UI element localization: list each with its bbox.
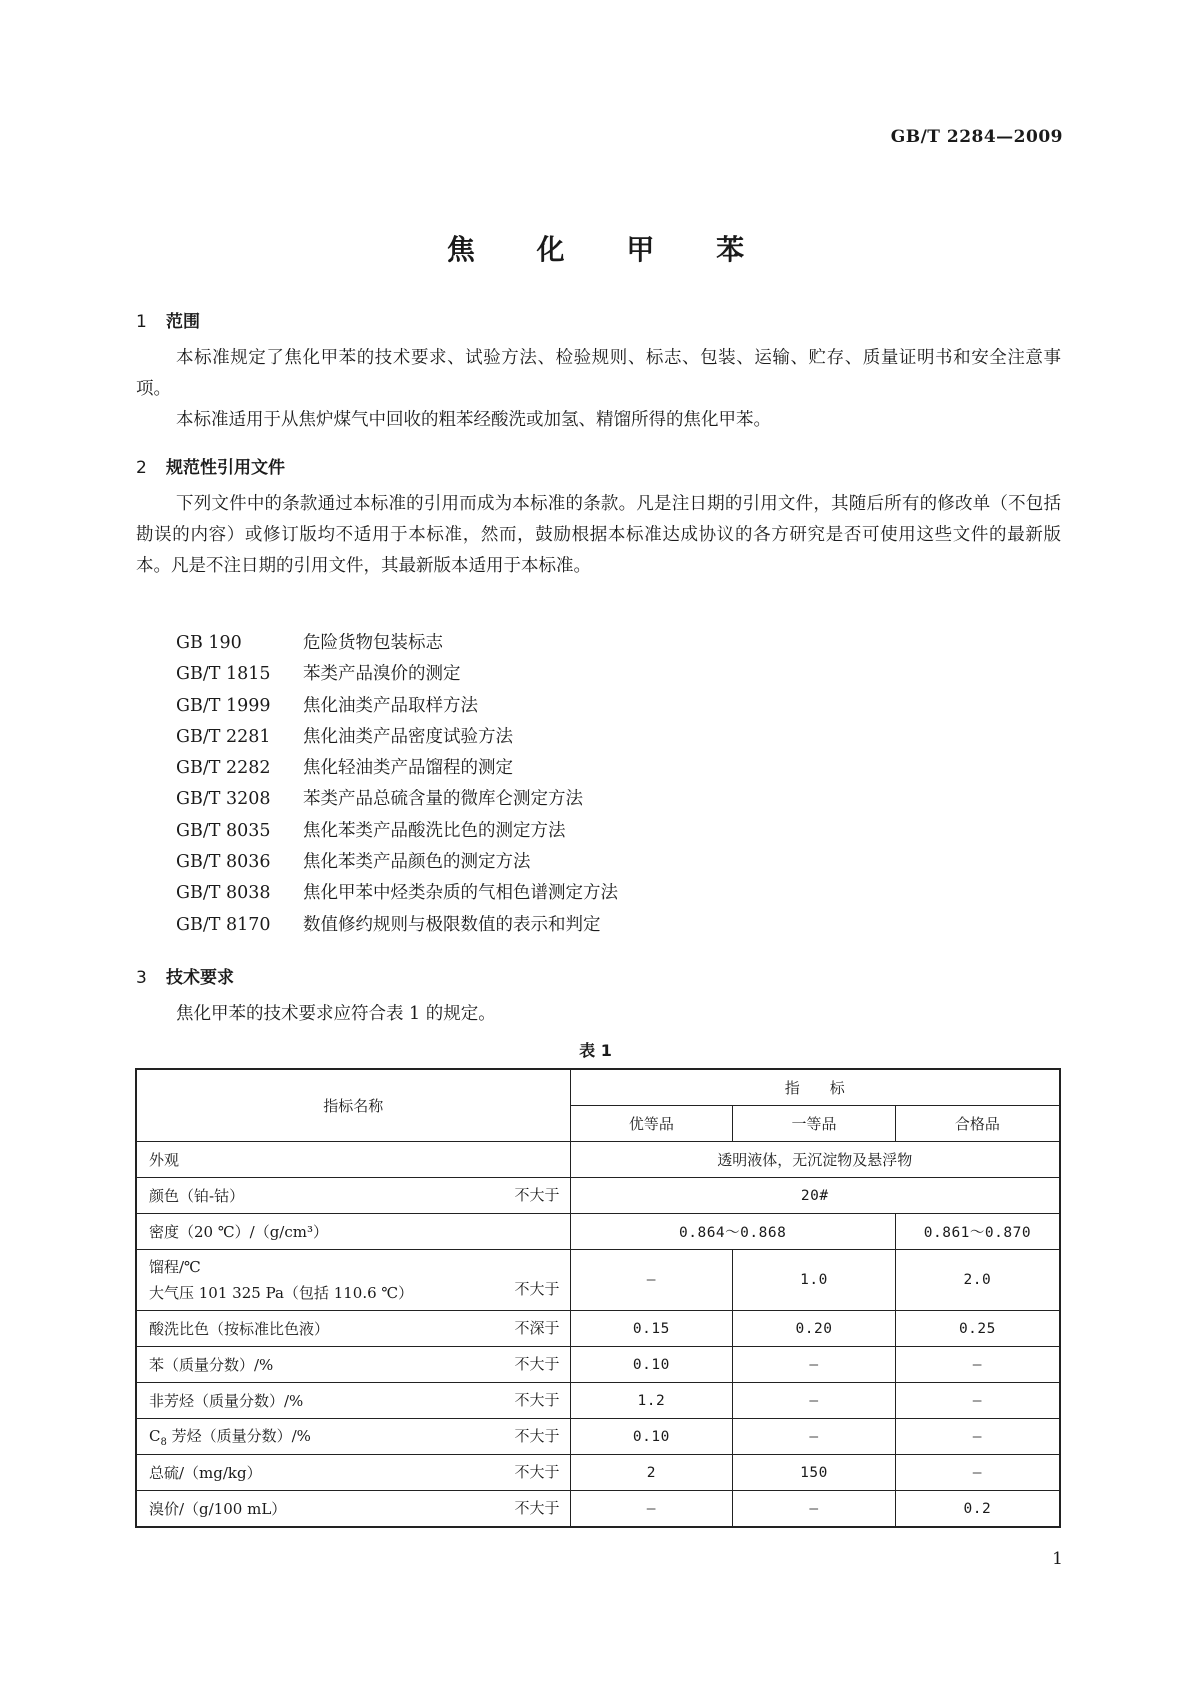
reference-title: 危险货物包装标志 [303, 633, 443, 653]
section-title: 范围 [166, 312, 200, 332]
grade-qualified: 合格品 [895, 1106, 1060, 1142]
section-3-paragraph-1: 焦化甲苯的技术要求应符合表 1 的规定。 [176, 1004, 496, 1024]
row-name [136, 1250, 570, 1311]
table-row [136, 1214, 1060, 1250]
section-1-heading [136, 307, 200, 332]
row-name: 外观 [136, 1142, 570, 1178]
header-index: 指 标 [570, 1069, 1060, 1106]
row-name-rest: 芳烃（质量分数）/% [166, 1427, 311, 1445]
row-value: 0.864～0.868 [570, 1214, 895, 1250]
reference-item [176, 722, 618, 753]
reference-item [176, 659, 618, 690]
row-value: 1.0 [733, 1250, 896, 1311]
row-name-text: 溴价/（g/100 mL） [149, 1500, 287, 1518]
row-name-text: 非芳烃（质量分数）/% [149, 1392, 304, 1410]
row-value: 1.2 [570, 1383, 733, 1419]
table-row [136, 1491, 1060, 1528]
row-name-text [149, 1427, 311, 1448]
row-limit: 不大于 [514, 1463, 560, 1481]
reference-code: GB/T 2281 [176, 726, 271, 747]
row-value: — [733, 1383, 896, 1419]
row-name-text: 酸洗比色（按标准比色液） [149, 1320, 330, 1338]
reference-title: 焦化甲苯中烃类杂质的气相色谱测定方法 [303, 883, 618, 904]
row-name-line-2: 大气压 101 325 Pa（包括 110.6 ℃） [149, 1284, 414, 1302]
table-row [136, 1178, 1060, 1214]
row-value: — [733, 1419, 896, 1455]
row-value: 0.25 [895, 1311, 1060, 1347]
reference-item [176, 628, 618, 659]
row-value: — [570, 1491, 733, 1528]
row-value: 0.15 [570, 1311, 733, 1347]
row-name [136, 1419, 570, 1455]
row-value: 0.10 [570, 1347, 733, 1383]
row-value: — [570, 1250, 733, 1311]
grade-superior: 优等品 [570, 1106, 733, 1142]
reference-title: 焦化苯类产品酸洗比色的测定方法 [303, 820, 566, 841]
row-value: 0.861～0.870 [895, 1214, 1060, 1250]
table-row [136, 1383, 1060, 1419]
reference-code: GB/T 8035 [176, 820, 271, 841]
row-limit: 不大于 [514, 1186, 560, 1204]
row-value: 透明液体，无沉淀物及悬浮物 [570, 1142, 1060, 1178]
reference-title: 焦化苯类产品颜色的测定方法 [303, 852, 531, 873]
reference-title: 数值修约规则与极限数值的表示和判定 [303, 914, 601, 935]
row-name [136, 1311, 570, 1347]
section-number: 3 [136, 968, 147, 988]
reference-code: GB 190 [176, 633, 242, 653]
reference-code: GB/T 8170 [176, 914, 271, 935]
reference-item [176, 910, 618, 941]
row-value: 0.20 [733, 1311, 896, 1347]
row-value: — [733, 1347, 896, 1383]
row-name [136, 1178, 570, 1214]
reference-item [176, 784, 618, 815]
section-3-heading [136, 963, 234, 988]
table-header-row [136, 1069, 1060, 1106]
row-value: — [895, 1455, 1060, 1491]
page-title: 焦 化 甲 苯 [446, 233, 771, 266]
row-limit: 不大于 [514, 1499, 560, 1517]
section-title: 技术要求 [166, 968, 234, 988]
row-value: 2 [570, 1455, 733, 1491]
row-value: 0.10 [570, 1419, 733, 1455]
row-name [136, 1491, 570, 1528]
section-title: 规范性引用文件 [166, 458, 285, 478]
row-limit: 不深于 [514, 1319, 560, 1337]
reference-title: 焦化油类产品取样方法 [303, 695, 478, 716]
row-name: 密度（20 ℃）/（g/cm³） [136, 1214, 570, 1250]
reference-code: GB/T 1815 [176, 664, 271, 685]
row-value: 0.2 [895, 1491, 1060, 1528]
reference-item [176, 878, 618, 909]
row-name-text: 苯（质量分数）/% [149, 1356, 274, 1374]
reference-title: 焦化油类产品密度试验方法 [303, 726, 513, 747]
spec-table [135, 1068, 1061, 1528]
standard-number: GB/T 2284—2009 [890, 127, 1063, 147]
row-value: 150 [733, 1455, 896, 1491]
table-row [136, 1311, 1060, 1347]
header-index-name: 指标名称 [136, 1069, 570, 1142]
section-1-paragraph-2: 本标准适用于从焦炉煤气中回收的粗苯经酸洗或加氢、精馏所得的焦化甲苯。 [176, 410, 771, 430]
table-row [136, 1455, 1060, 1491]
row-name [136, 1455, 570, 1491]
reference-code: GB/T 8036 [176, 852, 271, 873]
grade-first: 一等品 [733, 1106, 896, 1142]
reference-item [176, 753, 618, 784]
reference-code: GB/T 3208 [176, 789, 271, 810]
reference-code: GB/T 1999 [176, 695, 271, 716]
row-value: — [895, 1347, 1060, 1383]
row-limit: 不大于 [514, 1391, 560, 1409]
section-2-heading [136, 453, 285, 478]
row-value: — [895, 1419, 1060, 1455]
row-value: — [895, 1383, 1060, 1419]
row-name [136, 1347, 570, 1383]
reference-code: GB/T 8038 [176, 883, 271, 904]
reference-title: 苯类产品溴价的测定 [303, 664, 461, 685]
row-name-text: 总硫/（mg/kg） [149, 1464, 262, 1482]
row-name-text: 颜色（铂-钴） [149, 1187, 245, 1205]
section-2-paragraph-1: 下列文件中的条款通过本标准的引用而成为本标准的条款。凡是注日期的引用文件，其随后所有的修改单（不包括勘误的内容）或修订版均不适用于本标准，然而，鼓励根据本标准达成协议的各方研究是否可使用这些文件的最新版本。凡是不注日期的引用文件，其最新版本适用于本标准。 [136, 494, 1061, 576]
row-limit: 不大于 [514, 1427, 560, 1445]
row-limit: 不大于 [514, 1280, 560, 1298]
reference-item [176, 816, 618, 847]
row-name-line-1: 馏程/℃ [149, 1258, 201, 1276]
table-row [136, 1142, 1060, 1178]
reference-title: 苯类产品总硫含量的微库仑测定方法 [303, 789, 583, 810]
section-1-paragraph-1: 本标准规定了焦化甲苯的技术要求、试验方法、检验规则、标志、包装、运输、贮存、质量证明书和安全注意事项。 [136, 348, 1061, 399]
row-name-subscript: 8 [160, 1437, 167, 1448]
table-caption: 表 1 [579, 1041, 612, 1060]
normative-reference-list [176, 628, 618, 941]
reference-item [176, 691, 618, 722]
table-row [136, 1419, 1060, 1455]
row-name-c: C [149, 1427, 161, 1445]
row-value: — [733, 1491, 896, 1528]
row-value: 2.0 [895, 1250, 1060, 1311]
row-name [136, 1383, 570, 1419]
row-value: 20# [570, 1178, 1060, 1214]
table-row [136, 1347, 1060, 1383]
page-number: 1 [1052, 1549, 1063, 1569]
section-number: 2 [136, 458, 147, 478]
reference-code: GB/T 2282 [176, 758, 271, 779]
reference-item [176, 847, 618, 878]
section-number: 1 [136, 312, 147, 332]
reference-title: 焦化轻油类产品馏程的测定 [303, 758, 513, 779]
row-limit: 不大于 [514, 1355, 560, 1373]
table-row [136, 1250, 1060, 1311]
